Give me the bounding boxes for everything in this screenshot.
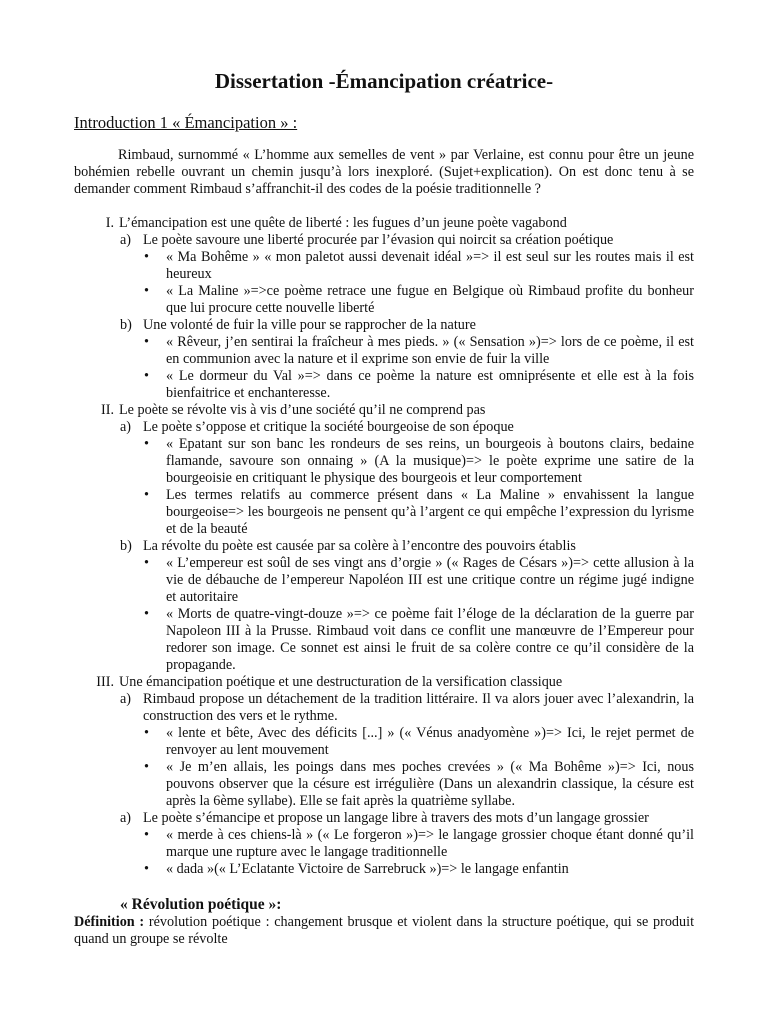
outline-marker: a) bbox=[120, 691, 132, 707]
outline-marker: II. bbox=[101, 402, 114, 418]
outline-text: « Je m’en allais, les poings dans mes poches crevées » (« Ma Bohême »)=> Ici, nous pouvons observer que la césure est irrégulière (Dans un alexandrin classique, la césure est après la 6ème syllabe). Elle se fait après la quatrième syllabe. bbox=[166, 759, 694, 809]
bullet-icon: • bbox=[144, 283, 149, 299]
outline-item-level-1 bbox=[74, 674, 694, 691]
outline-item-level-3 bbox=[74, 606, 694, 674]
outline-marker: a) bbox=[120, 810, 132, 826]
bullet-icon: • bbox=[144, 827, 149, 843]
outline-text: Rimbaud propose un détachement de la tradition littéraire. Il va alors jouer avec l’alexandrin, la construction des vers et le rythme. bbox=[143, 691, 694, 724]
outline-item-level-3 bbox=[74, 249, 694, 283]
outline-text: « Morts de quatre-vingt-douze »=> ce poème fait l’éloge de la déclaration de la guerre par Napoleon III à la Prusse. Rimbaud voit dans ce conflit une manœuvre de l’Empereur pour redorer son image. Ce sonnet est ainsi le fruit de sa colère contre ce qu’il considère de la propagande. bbox=[166, 606, 694, 673]
outline-text: « L’empereur est soûl de ses vingt ans d’orgie » (« Rages de Césars »)=> cette allusion à la vie de débauche de l’empereur Napoléon III est une critique contre un régime jugé indigne et autoritaire bbox=[166, 555, 694, 605]
bullet-icon: • bbox=[144, 861, 149, 877]
outline-item-level-2 bbox=[74, 691, 694, 725]
definition-text: révolution poétique : changement brusque et violent dans la structure poétique, qui se produit quand un groupe se révolte bbox=[74, 914, 695, 947]
document-title: Dissertation -Émancipation créatrice- bbox=[214, 69, 554, 93]
outline-marker: b) bbox=[120, 538, 132, 554]
outline-item-level-3 bbox=[74, 436, 694, 487]
outline-item-level-3 bbox=[74, 827, 694, 861]
outline-marker: b) bbox=[120, 317, 132, 333]
bullet-icon: • bbox=[144, 368, 149, 384]
outline-text: La révolte du poète est causée par sa colère à l’encontre des pouvoirs établis bbox=[143, 538, 576, 554]
intro-heading: Introduction 1 « Émancipation » : bbox=[74, 113, 298, 132]
revolution-heading: « Révolution poétique »: bbox=[120, 896, 282, 913]
outline-item-level-3 bbox=[74, 283, 694, 317]
outline-text: « La Maline »=>ce poème retrace une fugue en Belgique où Rimbaud profite du bonheur que lui procure cette nouvelle liberté bbox=[166, 283, 694, 316]
intro-paragraph: Rimbaud, surnommé « L’homme aux semelles de vent » par Verlaine, est connu pour être un jeune bohémien rebelle ouvrant un chemin jusqu’à lors inexploré. (Sujet+explication). On est donc tenu à se demander comment Rimbaud s’affranchit-il des codes de la poésie traditionnelle ? bbox=[74, 147, 694, 197]
bullet-icon: • bbox=[144, 436, 149, 452]
outline-text: L’émancipation est une quête de liberté : les fugues d’un jeune poète vagabond bbox=[119, 215, 567, 231]
outline-item-level-1 bbox=[74, 402, 694, 419]
outline-text: Les termes relatifs au commerce présent dans « La Maline » envahissent la langue bourgeoise=> les bourgeois ne pensent qu’à l’argent ce qui empêche l’expression du lyrisme et de la beauté bbox=[166, 487, 694, 537]
outline-text: « Epatant sur son banc les rondeurs de ses reins, un bourgeois à boutons clairs, bedaine flamande, savoure son onnaing » (A la musique)=> le poète exprime une satire de la bourgeoisie en critiquant le physique des bourgeois et leur comportement bbox=[166, 436, 694, 486]
bullet-icon: • bbox=[144, 555, 149, 571]
outline-item-level-1 bbox=[74, 215, 694, 232]
outline-item-level-2 bbox=[74, 538, 694, 555]
outline-marker: I. bbox=[105, 215, 114, 231]
outline-text: Le poète s’émancipe et propose un langage libre à travers des mots d’un langage grossier bbox=[143, 810, 649, 826]
outline-marker: a) bbox=[120, 419, 132, 435]
outline-item-level-3 bbox=[74, 487, 694, 538]
bullet-icon: • bbox=[144, 487, 149, 503]
outline-text: « lente et bête, Avec des déficits [...] » (« Vénus anadyomène »)=> Ici, le rejet permet de renvoyer au lent mouvement bbox=[166, 725, 694, 758]
outline-item-level-3 bbox=[74, 368, 694, 402]
outline-text: « dada »(« L’Eclatante Victoire de Sarrebruck »)=> le langage enfantin bbox=[166, 861, 569, 877]
outline-text: « Rêveur, j’en sentirai la fraîcheur à mes pieds. » (« Sensation »)=> lors de ce poème, il est en communion avec la nature et il exprime son envie de fuir la ville bbox=[166, 334, 694, 367]
outline-text: Le poète se révolte vis à vis d’une société qu’il ne comprend pas bbox=[119, 402, 486, 418]
outline-text: Le poète savoure une liberté procurée par l’évasion qui noircit sa création poétique bbox=[143, 232, 614, 248]
bullet-icon: • bbox=[144, 725, 149, 741]
outline bbox=[74, 215, 694, 878]
outline-item-level-2 bbox=[74, 810, 694, 827]
outline-marker: III. bbox=[96, 674, 114, 690]
bullet-icon: • bbox=[144, 759, 149, 775]
outline-text: « Le dormeur du Val »=> dans ce poème la nature est omniprésente et elle est à la fois bienfaitrice et enchanteresse. bbox=[166, 368, 694, 401]
outline-item-level-2 bbox=[74, 232, 694, 249]
outline-item-level-3 bbox=[74, 861, 694, 878]
outline-text: Le poète s’oppose et critique la société bourgeoise de son époque bbox=[143, 419, 514, 435]
outline-text: « Ma Bohême » « mon paletot aussi devenait idéal »=> il est seul sur les routes mais il est heureux bbox=[166, 249, 694, 282]
bullet-icon: • bbox=[144, 249, 149, 265]
outline-item-level-3 bbox=[74, 555, 694, 606]
bullet-icon: • bbox=[144, 606, 149, 622]
outline-item-level-3 bbox=[74, 334, 694, 368]
bullet-icon: • bbox=[144, 334, 149, 350]
outline-text: Une émancipation poétique et une destructuration de la versification classique bbox=[119, 674, 563, 690]
outline-item-level-2 bbox=[74, 317, 694, 334]
outline-item-level-3 bbox=[74, 725, 694, 759]
outline-marker: a) bbox=[120, 232, 132, 248]
outline-item-level-3 bbox=[74, 759, 694, 810]
document-body bbox=[74, 147, 694, 948]
outline-text: « merde à ces chiens-là » (« Le forgeron »)=> le langage grossier choque étant donné qu’il marque une rupture avec le langage traditionnelle bbox=[166, 827, 694, 860]
definition-label: Définition : bbox=[74, 914, 145, 930]
outline-item-level-2 bbox=[74, 419, 694, 436]
definition-paragraph bbox=[74, 914, 694, 948]
outline-text: Une volonté de fuir la ville pour se rapprocher de la nature bbox=[143, 317, 476, 333]
